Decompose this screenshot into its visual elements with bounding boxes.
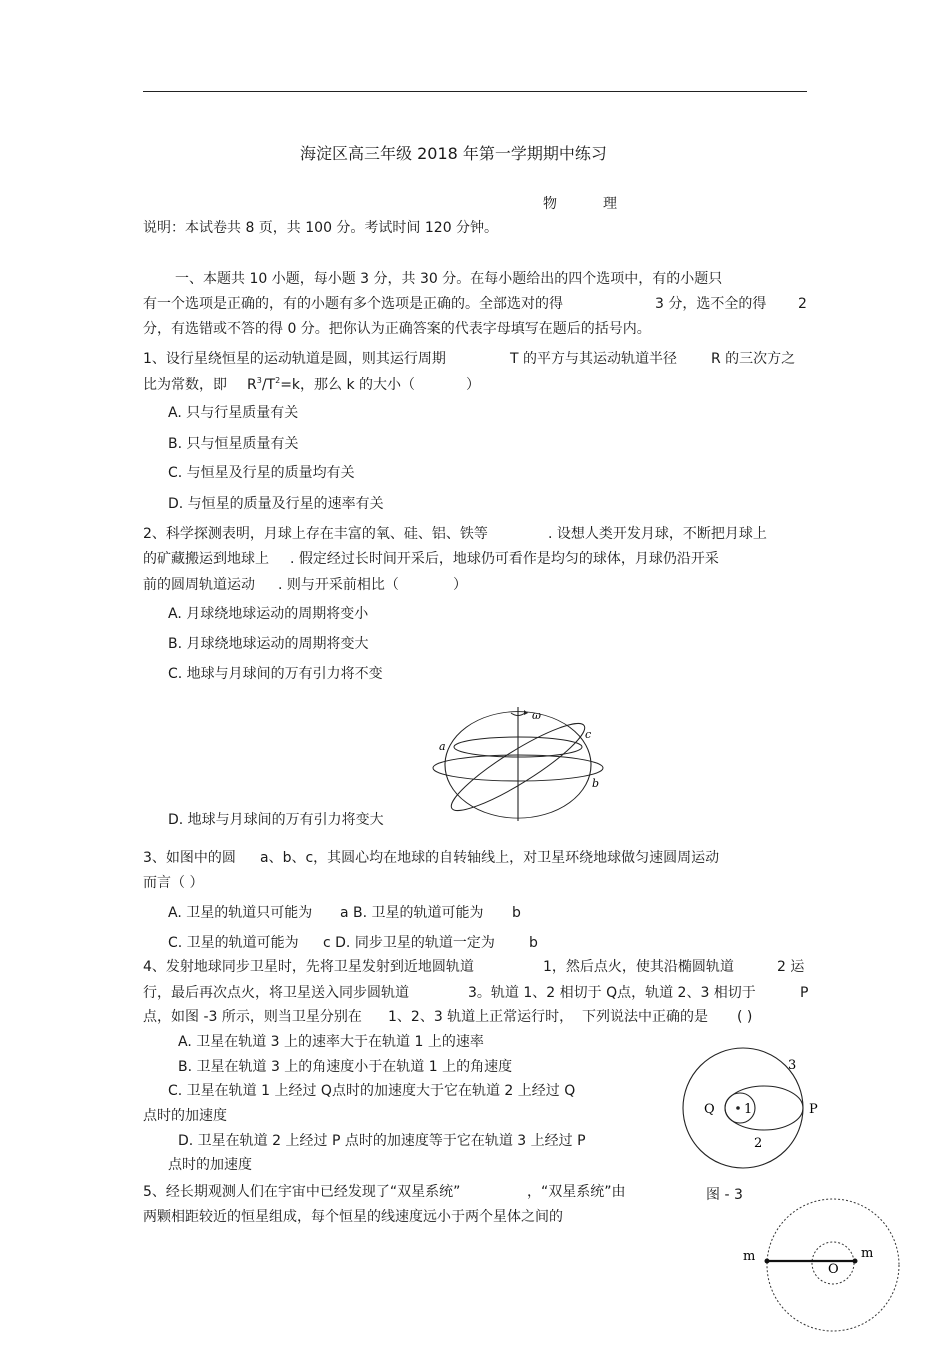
section-intro-line2-c: 2 [798,296,807,312]
q3-stem-line2: 而言（ ） [143,875,204,891]
q4-stem-line1a: 4、发射地球同步卫星时，先将卫星发射到近地圆轨道 [143,959,474,975]
star-1 [765,1259,770,1264]
section-intro-line2-b: 3 分，选不全的得 [655,296,767,312]
point-p-label: P [809,1102,818,1117]
q4-option-c: C. 卫星在轨道 1 上经过 Q点时的加速度大于它在轨道 2 上经过 Q [168,1083,576,1099]
subject-char-1: 物 [543,196,557,212]
q4-option-d: D. 卫星在轨道 2 上经过 P 点时的加速度等于它在轨道 3 上经过 P [178,1133,586,1149]
q4-option-a: A. 卫星在轨道 3 上的速率大于在轨道 1 上的速率 [178,1034,484,1050]
q1-formula-r: R [247,377,257,393]
q2-option-b: B. 月球绕地球运动的周期将变大 [168,636,369,652]
q1-option-c: C. 与恒星及行星的质量均有关 [168,465,355,481]
binary-star-figure [735,1195,910,1340]
earth-dot [736,1106,740,1110]
q3-option-a: A. 卫星的轨道只可能为 [168,905,313,921]
exam-note: 说明：本试卷共 8 页，共 100 分。考试时间 120 分钟。 [143,220,499,236]
q4-stem-line3c: 下列说法中正确的是 [582,1009,708,1025]
q1-option-b: B. 只与恒星质量有关 [168,436,299,452]
q2-option-c: C. 地球与月球间的万有引力将不变 [168,666,383,682]
point-q-label: Q [704,1102,715,1117]
q2-stem-line1b: . 设想人类开发月球，不断把月球上 [548,526,767,542]
q2-stem-line2a: 的矿藏搬运到地球上 [143,551,269,567]
q2-option-a: A. 月球绕地球运动的周期将变小 [168,606,369,622]
q4-option-c-cont: 点时的加速度 [143,1108,227,1124]
q3-stem-line1a: 3、如图中的圆 [143,850,236,866]
header-rule [143,91,807,92]
q4-stem-line2a: 行，最后再次点火，将卫星送入同步圆轨道 [143,985,409,1001]
section-intro-line1: 一、本题共 10 小题，每小题 3 分，共 30 分。在每小题给出的四个选项中，有的小题只 [175,271,723,287]
q4-stem-line3a: 点，如图 -3 所示，则当卫星分别在 [143,1009,362,1025]
q4-paren: ( ) [737,1009,753,1025]
q1-stem-line2b: =k，那么 k 的大小（ [280,377,416,393]
q3-option-d: c D. 同步卫星的轨道一定为 [323,935,495,951]
q4-stem-line3b: 1、2、3 轨道上正常运行时， [388,1009,574,1025]
label-c: c [585,728,592,741]
q1-stem-line1c: R 的三次方之 [711,351,796,367]
q1-formula-exp3: 3 [256,376,262,385]
rotation-arrowhead [524,710,528,715]
q3-option-b-end: b [512,905,521,921]
q1-stem-line2a: 比为常数，即 [143,377,227,393]
orbit-3-label: 3 [788,1058,797,1073]
label-b: b [592,777,600,790]
q2-paren-close: ） [453,577,467,593]
q4-option-d-cont: 点时的加速度 [168,1157,252,1173]
q3-option-c: C. 卫星的轨道可能为 [168,935,299,951]
q4-stem-line2c: P [800,985,809,1001]
q5-stem-line2: 两颗相距较近的恒星组成，每个恒星的线速度远小于两个星体之间的 [143,1209,563,1225]
q2-stem-line3b: . 则与开采前相比（ [278,577,399,593]
q4-option-b: B. 卫星在轨道 3 上的角速度小于在轨道 1 上的角速度 [178,1059,513,1075]
q1-stem-line1b: T 的平方与其运动轨道半径 [510,351,678,367]
q1-stem-line1a: 1、设行星绕恒星的运动轨道是圆，则其运行周期 [143,351,446,367]
q4-stem-line1b: 1，然后点火，使其沿椭圆轨道 [543,959,734,975]
star-1-label: m [743,1249,756,1264]
q3-stem-line1b: a、b、c，其圆心均在地球的自转轴线上，对卫星环绕地球做匀速圆周运动 [260,850,720,866]
q5-stem-line1a: 5、经长期观测人们在宇宙中已经发现了“双星系统” [143,1184,461,1200]
q5-stem-line1b: ，“双星系统”由 [527,1184,626,1200]
omega-label: ω [532,709,541,722]
subject-char-2: 理 [603,196,617,212]
q1-formula-exp2: 2 [275,376,281,385]
q1-paren-close: ） [466,377,480,393]
q2-stem-line3a: 前的圆周轨道运动 [143,577,255,593]
orbit-2-label: 2 [754,1136,763,1151]
q1-formula [247,376,415,394]
star-2 [853,1259,858,1264]
center-o-label: O [828,1262,839,1277]
label-a: a [439,740,446,753]
q2-stem-line2b: . 假定经过长时间开采后，地球仍可看作是均匀的球体，月球仍沿开采 [290,551,719,567]
q4-stem-line2b: 3。轨道 1、2 相切于 Q点，轨道 2、3 相切于 [468,985,756,1001]
star-2-label: m [861,1246,874,1261]
q3-option-d-end: b [529,935,538,951]
q1-formula-t: /T [261,377,276,393]
orbit-1-label: 1 [744,1102,753,1117]
figure-3-caption: 图 - 3 [706,1187,743,1203]
q4-stem-line1c: 2 运 [777,959,805,975]
section-intro-line3: 分，有选错或不答的得 0 分。把你认为正确答案的代表字母填写在题后的括号内。 [143,321,651,337]
q2-option-d: D. 地球与月球间的万有引力将变大 [168,812,384,828]
globe-orbits-figure [425,705,610,825]
q2-stem-line1a: 2、科学探测表明，月球上存在丰富的氧、硅、铝、铁等 [143,526,488,542]
q1-option-a: A. 只与行星质量有关 [168,405,299,421]
q1-option-d: D. 与恒星的质量及行星的速率有关 [168,496,384,512]
orbit-3 [683,1048,803,1168]
orbit-transfer-figure [668,1045,828,1170]
exam-title: 海淀区高三年级 2018 年第一学期期中练习 [300,144,607,163]
section-intro-line2: 有一个选项是正确的，有的小题有多个选项是正确的。全部选对的得 [143,296,563,312]
q3-option-b: a B. 卫星的轨道可能为 [340,905,484,921]
